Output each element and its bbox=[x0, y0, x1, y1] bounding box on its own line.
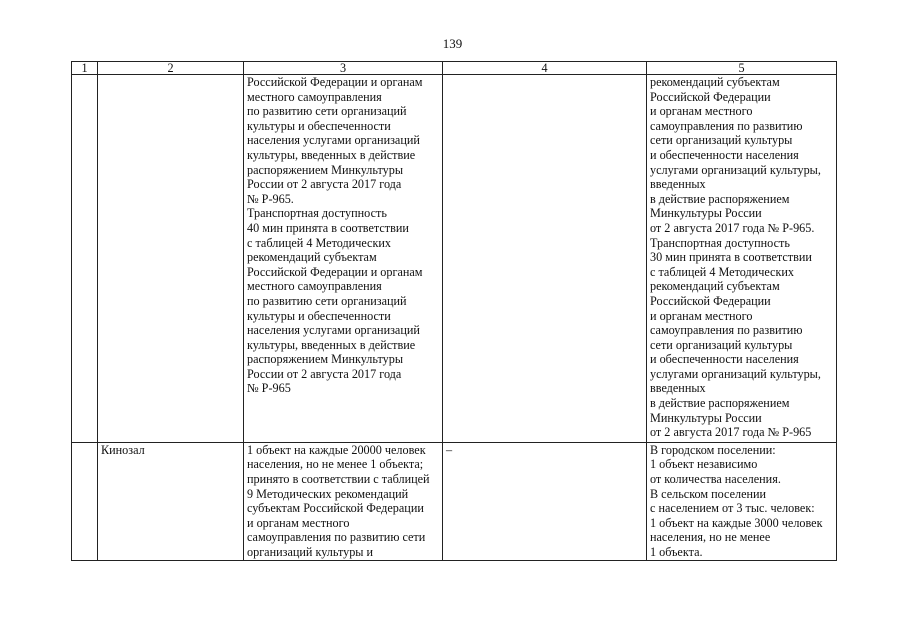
row1-col2-cell bbox=[98, 75, 244, 443]
cell-text-line: населения услугами организаций bbox=[247, 323, 420, 338]
cell-text-line: рекомендаций субъектам bbox=[650, 279, 780, 294]
cell-text-line: организаций культуры и bbox=[247, 545, 374, 559]
cell-text-line: распоряжением Минкультуры bbox=[247, 162, 404, 177]
cell-text-line: местного самоуправления bbox=[247, 89, 382, 104]
cell-text-line: субъектам Российской Федерации bbox=[247, 501, 424, 516]
cell-text-line: по развитию сети организаций bbox=[247, 104, 407, 119]
column-header-5: 5 bbox=[647, 62, 837, 75]
cell-text-line: Российской Федерации bbox=[650, 89, 771, 104]
cell-text-line: самоуправления по развитию bbox=[650, 118, 803, 133]
cell-text-line: культуры, введенных в действие bbox=[247, 147, 416, 162]
cell-text-line: населения, но не менее 1 объекта; bbox=[247, 457, 424, 472]
cell-text-line: В городском поселении: bbox=[650, 442, 776, 457]
cell-text-line: Российской Федерации bbox=[650, 293, 771, 308]
cell-text-line: культуры и обеспеченности bbox=[247, 118, 391, 133]
cell-text-line: 1 объект на каждые 3000 человек bbox=[650, 515, 823, 530]
cell-text-line: Транспортная доступность bbox=[247, 206, 387, 221]
cell-text-line: 1 объект независимо bbox=[650, 457, 758, 472]
cell-text-line: населения услугами организаций bbox=[247, 133, 420, 148]
cell-text-line: введенных bbox=[650, 381, 706, 396]
cell-text-line: и органам местного bbox=[650, 104, 753, 119]
cell-text-line: Российской Федерации и органам bbox=[247, 75, 423, 89]
row1-col4-cell bbox=[443, 75, 647, 443]
cell-text-line: от количества населения. bbox=[650, 472, 781, 487]
row1-col3-cell bbox=[244, 75, 443, 443]
row1-col1-cell bbox=[72, 75, 98, 443]
cell-text-line: от 2 августа 2017 года № Р-965 bbox=[650, 425, 812, 440]
cell-text-line: № Р-965 bbox=[247, 381, 291, 396]
table-row bbox=[72, 75, 837, 443]
cell-text-line: Российской Федерации и органам bbox=[247, 264, 423, 279]
row1-col5-cell bbox=[647, 75, 837, 443]
cell-text-line: и органам местного bbox=[247, 515, 350, 530]
cell-text-line: в действие распоряжением bbox=[650, 191, 790, 206]
cell-text-line: России от 2 августа 2017 года bbox=[247, 177, 402, 192]
header-row bbox=[72, 62, 837, 75]
cell-text-line: в действие распоряжением bbox=[650, 396, 790, 411]
cell-text-line: введенных bbox=[650, 177, 706, 192]
page-number: 139 bbox=[442, 36, 463, 51]
cell-text-line: по развитию сети организаций bbox=[247, 293, 407, 308]
row2-col2-cell: Кинозал bbox=[98, 442, 244, 560]
regulation-table bbox=[71, 61, 837, 561]
cell-text-line: рекомендаций субъектам bbox=[247, 250, 377, 265]
cell-text-line: 30 мин принята в соответствии bbox=[650, 250, 812, 265]
column-header-1: 1 bbox=[72, 62, 98, 75]
table-row bbox=[72, 442, 837, 560]
cell-text-line: местного самоуправления bbox=[247, 279, 382, 294]
cell-text-line: с таблицей 4 Методических bbox=[247, 235, 391, 250]
cell-text-line: № Р-965. bbox=[247, 191, 294, 206]
cell-text-line: распоряжением Минкультуры bbox=[247, 352, 404, 367]
column-header-4: 4 bbox=[443, 62, 647, 75]
cell-text-line: и обеспеченности населения bbox=[650, 147, 799, 162]
column-header-3: 3 bbox=[244, 62, 443, 75]
cell-text-line: с населением от 3 тыс. человек: bbox=[650, 501, 815, 516]
cell-text-line: культуры и обеспеченности bbox=[247, 308, 391, 323]
cell-text-line: и обеспеченности населения bbox=[650, 352, 799, 367]
cell-text-line: самоуправления по развитию bbox=[650, 323, 803, 338]
cell-text-line: России от 2 августа 2017 года bbox=[247, 366, 402, 381]
row2-col4-cell: – bbox=[443, 442, 647, 560]
cell-text-line: Минкультуры России bbox=[650, 410, 762, 425]
cell-text-line: услугами организаций культуры, bbox=[650, 162, 821, 177]
cell-text-line: В сельском поселении bbox=[650, 486, 767, 501]
cell-text-line: 9 Методических рекомендаций bbox=[247, 486, 409, 501]
cell-text-line: 1 объекта. bbox=[650, 545, 703, 559]
cell-text-line: услугами организаций культуры, bbox=[650, 366, 821, 381]
column-header-2: 2 bbox=[98, 62, 244, 75]
cell-text-line: принято в соответствии с таблицей bbox=[247, 472, 430, 487]
cell-text-line: населения, но не менее bbox=[650, 530, 771, 545]
cell-text-line: рекомендаций субъектам bbox=[650, 75, 780, 89]
cell-text-line: Транспортная доступность bbox=[650, 235, 790, 250]
cell-text-line: и органам местного bbox=[650, 308, 753, 323]
cell-text-line: культуры, введенных в действие bbox=[247, 337, 416, 352]
cell-text-line: с таблицей 4 Методических bbox=[650, 264, 794, 279]
cell-text-line: 40 мин принята в соответствии bbox=[247, 220, 409, 235]
cell-text-line: сети организаций культуры bbox=[650, 133, 793, 148]
cell-text-line: сети организаций культуры bbox=[650, 337, 793, 352]
row2-col1-cell bbox=[72, 442, 98, 560]
cell-text-line: от 2 августа 2017 года № Р-965. bbox=[650, 220, 815, 235]
cell-text-line: самоуправления по развитию сети bbox=[247, 530, 426, 545]
row2-col5-cell bbox=[647, 442, 837, 560]
cell-text-line: 1 объект на каждые 20000 человек bbox=[247, 442, 426, 457]
row2-col3-cell bbox=[244, 442, 443, 560]
cell-text-line: Минкультуры России bbox=[650, 206, 762, 221]
